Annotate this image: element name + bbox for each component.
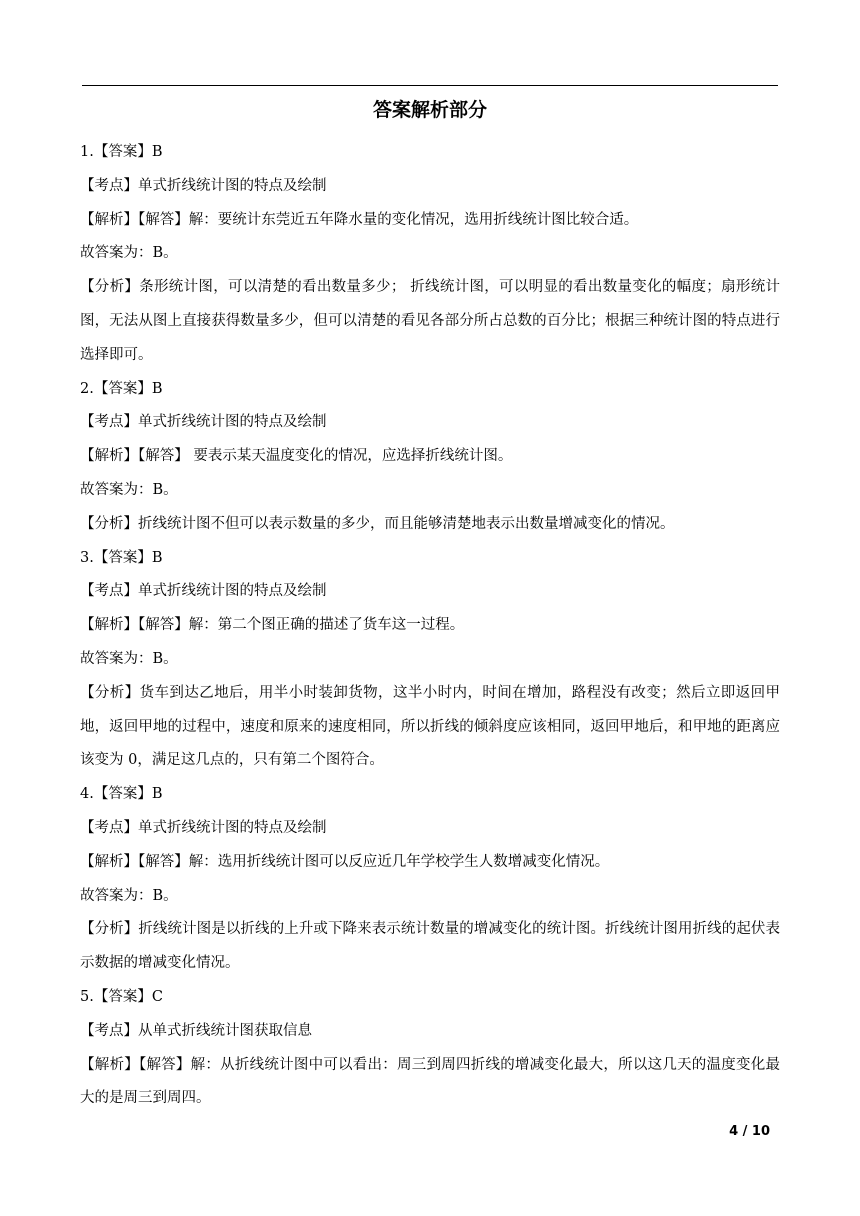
header-rule [82,85,778,86]
q1-jiexi: 【解析】【解答】解：要统计东莞近五年降水量的变化情况，选用折线统计图比较合适。 [80,211,639,228]
q3-jiexi: 【解析】【解答】解：第二个图正确的描述了货车这一过程。 [80,617,465,634]
q3-kaodian: 【考点】单式折线统计图的特点及绘制 [80,583,327,600]
q5-jiexi: 【解析】【解答】解：从折线统计图中可以看出：周三到周四折线的增减变化最大，所以这几天的温度变化最大的是周三到周四。 [80,1056,780,1107]
q2-answer: 2.【答案】B [80,380,163,397]
q3-fenxi: 【分析】货车到达乙地后，用半小时装卸货物，这半小时内，时间在增加，路程没有改变；然后立即返回甲地，返回甲地的过程中，速度和原来的速度相同，所以折线的倾斜度应该相同，返回甲地后，和甲地的距离应该变为 0，满足这几点的，只有第二个图符合。 [80,684,780,769]
q4-kaodian: 【考点】单式折线统计图的特点及绘制 [80,819,327,836]
q5-answer: 5.【答案】C [80,988,163,1005]
answer-content [80,136,780,1116]
q1-answer: 1.【答案】B [80,144,163,160]
q4-fenxi: 【分析】折线统计图是以折线的上升或下降来表示统计数量的增减变化的统计图。折线统计图用折线的起伏表示数据的增减变化情况。 [80,921,780,972]
q2-fenxi: 【分析】折线统计图不但可以表示数量的多少，而且能够清楚地表示出数量增减变化的情况。 [80,515,675,532]
page-title: 答案解析部分 [372,99,487,121]
q1-kaodian: 【考点】单式折线统计图的特点及绘制 [80,177,327,194]
q3-answer: 3.【答案】B [80,549,163,566]
q3-guda: 故答案为：B。 [80,650,178,667]
q2-kaodian: 【考点】单式折线统计图的特点及绘制 [80,414,327,431]
q5-kaodian: 【考点】从单式折线统计图获取信息 [80,1022,312,1039]
q4-guda: 故答案为：B。 [80,887,178,904]
q1-guda: 故答案为：B。 [80,245,178,262]
page-number: 4 / 10 [729,1124,770,1139]
q1-fenxi: 【分析】条形统计图，可以清楚的看出数量多少； 折线统计图，可以明显的看出数量变化的幅度；扇形统计图，无法从图上直接获得数量多少，但可以清楚的看见各部分所占总数的百分比；根据三种统计图的特点进行选择即可。 [80,279,780,363]
q4-answer: 4.【答案】B [80,786,163,803]
q4-jiexi: 【解析】【解答】解：选用折线统计图可以反应近几年学校学生人数增减变化情况。 [80,853,610,870]
q2-jiexi: 【解析】【解答】 要表示某天温度变化的情况，应选择折线统计图。 [80,448,513,465]
q2-guda: 故答案为：B。 [80,481,178,498]
